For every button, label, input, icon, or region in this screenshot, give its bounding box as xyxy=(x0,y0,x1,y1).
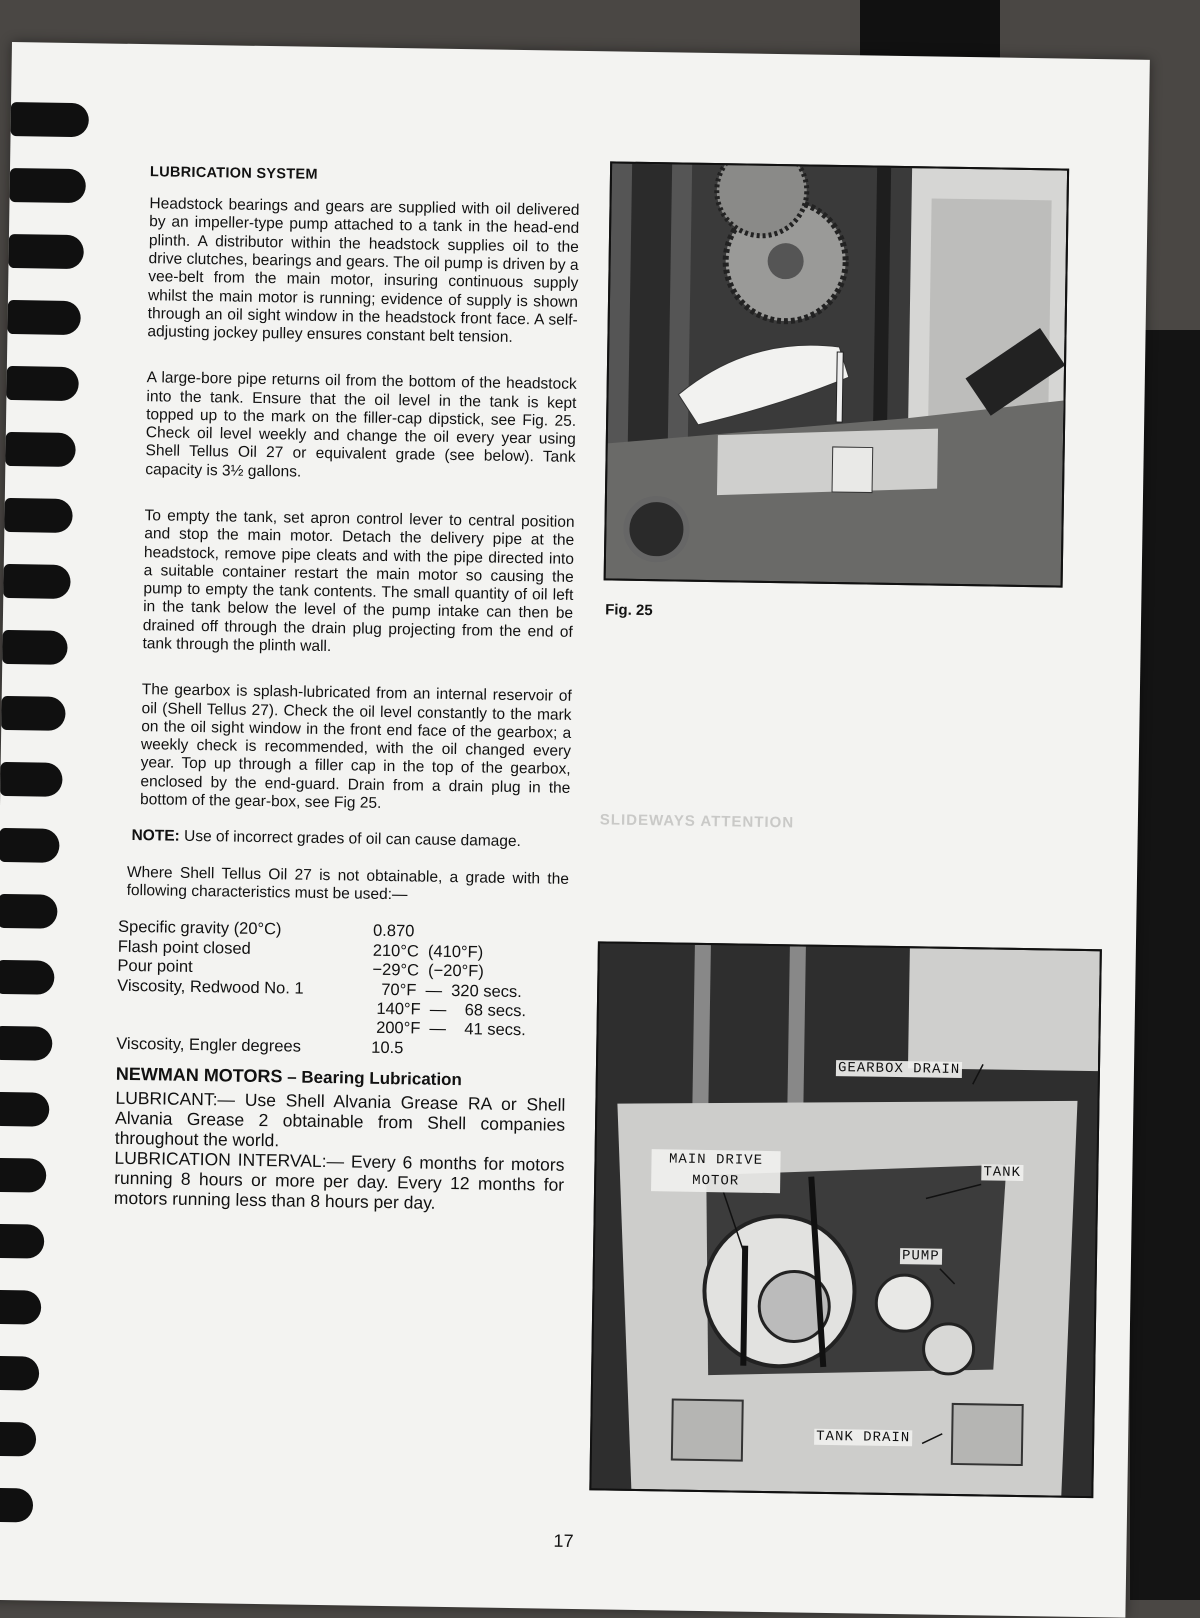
callout-main-drive-motor: MAIN DRIVE MOTOR xyxy=(651,1149,781,1193)
spec-value: 200°F — 41 secs. xyxy=(371,1019,526,1040)
spec-value: −29°C (−20°F) xyxy=(372,960,484,981)
spec-key: Flash point closed xyxy=(117,937,251,958)
spec-key: Viscosity, Redwood No. 1 xyxy=(117,976,304,998)
spec-value: 0.870 xyxy=(372,921,415,941)
newman-subtitle: – Bearing Lubrication xyxy=(282,1067,463,1090)
spec-value: 140°F — 68 secs. xyxy=(371,999,527,1021)
interval-paragraph: LUBRICATION INTERVAL:— Every 6 months for motors running 8 hours or more per day. Every 12 months for motors running less than 8 hours per day. xyxy=(113,1147,565,1214)
paragraph-alternative-grade: Where Shell Tellus Oil 27 is not obtainable, a grade with the following characteristics must be used:— xyxy=(126,863,570,904)
note-paragraph xyxy=(131,827,569,852)
backdrop-object xyxy=(860,0,1000,60)
spec-value: 10.5 xyxy=(371,1038,404,1058)
page-content xyxy=(0,42,1150,1618)
figure-caption: Fig. 25 xyxy=(605,601,653,620)
paragraph-gearbox: The gearbox is splash-lubricated from an internal reservoir of oil (Shell Tellus 27). Check the oil level constantly to the mark on the oil sight window in the front end face of the gearbox; a weekly check is recommended, with the oil changed every year. Top up through a filler cap in the top of the gearbox, enclosed by the end-guard. Drain from a drain plug in the bottom of the gear-box, see Fig 25. xyxy=(139,681,572,812)
callout-tank: TANK xyxy=(983,1164,1022,1181)
plinth-photo xyxy=(589,941,1102,1498)
plinth-photo-illustration xyxy=(591,943,1099,1496)
note-label: NOTE: xyxy=(131,827,180,845)
spec-key: Pour point xyxy=(117,956,193,976)
lubricant-paragraph: LUBRICANT:— Use Shell Alvania Grease RA or Shell Alvania Grease 2 obtainable from Shell companies throughout the world. xyxy=(114,1087,566,1151)
section-heading: LUBRICATION SYSTEM xyxy=(149,164,318,183)
paragraph-pump-system: Headstock bearings and gears are supplied with oil delivered by an impeller-type pump attached to a tank in the head-end plinth. A distributor within the headstock supplies oil to the drive clutches, bearings and gears. The oil pump is driven by a vee-belt from the main motor, insuring continuous supply whilst the main motor is running; evidence of supply is shown through an oil sight window in the headstock front face. A self-adjusting jockey pulley ensures constant belt tension. xyxy=(147,195,580,346)
note-text: Use of incorrect grades of oil can cause damage. xyxy=(179,827,522,851)
bleed-through-heading: SLIDEWAYS ATTENTION xyxy=(599,811,795,832)
callout-tank-drain: TANK DRAIN xyxy=(816,1428,911,1447)
left-column xyxy=(114,164,580,1215)
paragraph-return-pipe: A large-bore pipe returns oil from the bottom of the headstock into the tank. Ensure that the oil level in the tank is kept topped up to the mark on the filler-cap dipstick, see Fig. 25. Check oil level weekly and change the oil every year using Shell Tellus Oil 27 or equivalent grade (see below). Tank capacity is 3½ gallons. xyxy=(145,369,577,481)
callout-pump: PUMP xyxy=(901,1248,940,1265)
spec-key: Viscosity, Engler degrees xyxy=(116,1034,302,1056)
page-number: 17 xyxy=(553,1530,574,1552)
figure-25-photo-headstock xyxy=(604,161,1070,587)
paragraph-empty-tank: To empty the tank, set apron control lever to central position and stop the main motor. Detach the delivery pipe at the headstock, remove pipe cleats and with the pipe directed into a suitable container restart the main motor so causing the pump to empty the tank contents. The small quantity of oil left in the tank below the level of the pump intake can then be drained off through the drain plug projecting from the end of tank through the plinth wall. xyxy=(142,507,575,656)
spec-key: Specific gravity (20°C) xyxy=(117,917,282,939)
oil-spec-table xyxy=(116,918,568,1061)
spec-value: 210°C (410°F) xyxy=(372,941,484,962)
newman-title: NEWMAN MOTORS xyxy=(115,1064,283,1087)
manual-page xyxy=(0,42,1150,1618)
callout-gearbox-drain: GEARBOX DRAIN xyxy=(837,1060,961,1079)
spec-value: 70°F — 320 secs. xyxy=(372,980,522,1001)
headstock-photo-illustration xyxy=(606,163,1067,585)
